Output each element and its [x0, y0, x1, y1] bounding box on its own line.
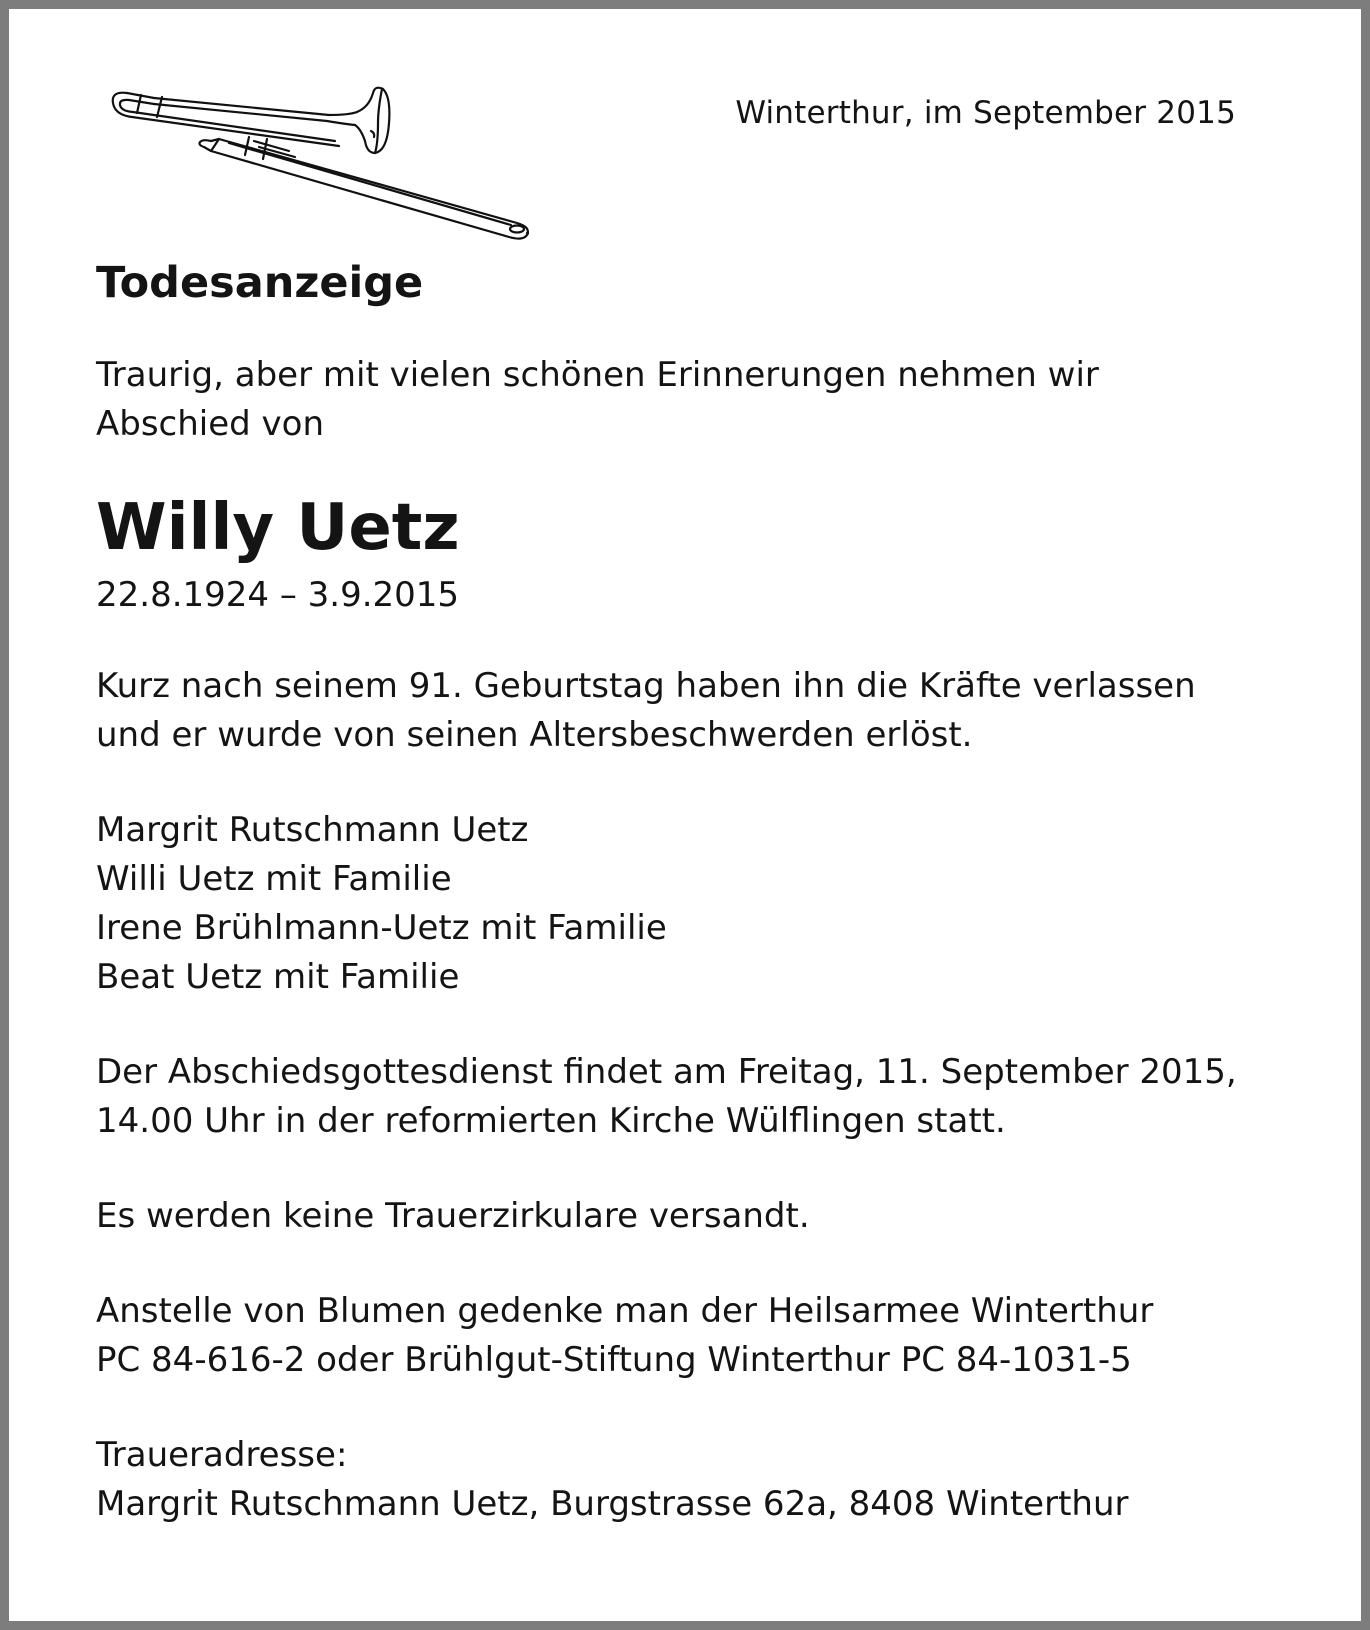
trombone-illustration: [99, 79, 529, 249]
donation-line: PC 84-616-2 oder Brühlgut-Stiftung Winterthur PC 84-1031-5: [96, 1339, 1132, 1380]
obituary-page: [9, 9, 1361, 1621]
life-dates: 22.8.1924 – 3.9.2015: [96, 574, 460, 615]
message-line: Kurz nach seinem 91. Geburtstag haben ihn die Kräfte verlassen: [96, 665, 1196, 706]
address-label: Traueradresse:: [96, 1434, 348, 1475]
notice-heading: Todesanzeige: [96, 258, 424, 308]
deceased-name: Willy Uetz: [96, 490, 460, 565]
service-line: 14.00 Uhr in der reformierten Kirche Wülflingen statt.: [96, 1100, 1006, 1141]
place-and-date: Winterthur, im September 2015: [735, 95, 1236, 131]
obituary-content: [96, 257, 1296, 1529]
intro-text: [96, 351, 1296, 449]
service-info: [96, 1048, 1296, 1146]
mourning-address: [96, 1431, 1296, 1529]
service-line: Der Abschiedsgottesdienst findet am Freitag, 11. September 2015,: [96, 1051, 1237, 1092]
message-line: und er wurde von seinen Altersbeschwerden erlöst.: [96, 714, 973, 755]
mourner-entry: Willi Uetz mit Familie: [96, 858, 452, 899]
intro-line: Traurig, aber mit vielen schönen Erinnerungen nehmen wir: [96, 354, 1099, 395]
circulars-note: [96, 1192, 1296, 1241]
intro-line: Abschied von: [96, 403, 325, 444]
donation-line: Anstelle von Blumen gedenke man der Heilsarmee Winterthur: [96, 1290, 1154, 1331]
donation-info: [96, 1287, 1296, 1385]
mourner-entry: Margrit Rutschmann Uetz: [96, 809, 529, 850]
message-text: [96, 662, 1296, 760]
address-text: Margrit Rutschmann Uetz, Burgstrasse 62a, 8408 Winterthur: [96, 1483, 1129, 1524]
mourners-list: [96, 806, 1296, 1002]
mourner-entry: Irene Brühlmann-Uetz mit Familie: [96, 907, 667, 948]
mourner-entry: Beat Uetz mit Familie: [96, 956, 460, 997]
circulars-text: Es werden keine Trauerzirkulare versandt.: [96, 1195, 810, 1236]
